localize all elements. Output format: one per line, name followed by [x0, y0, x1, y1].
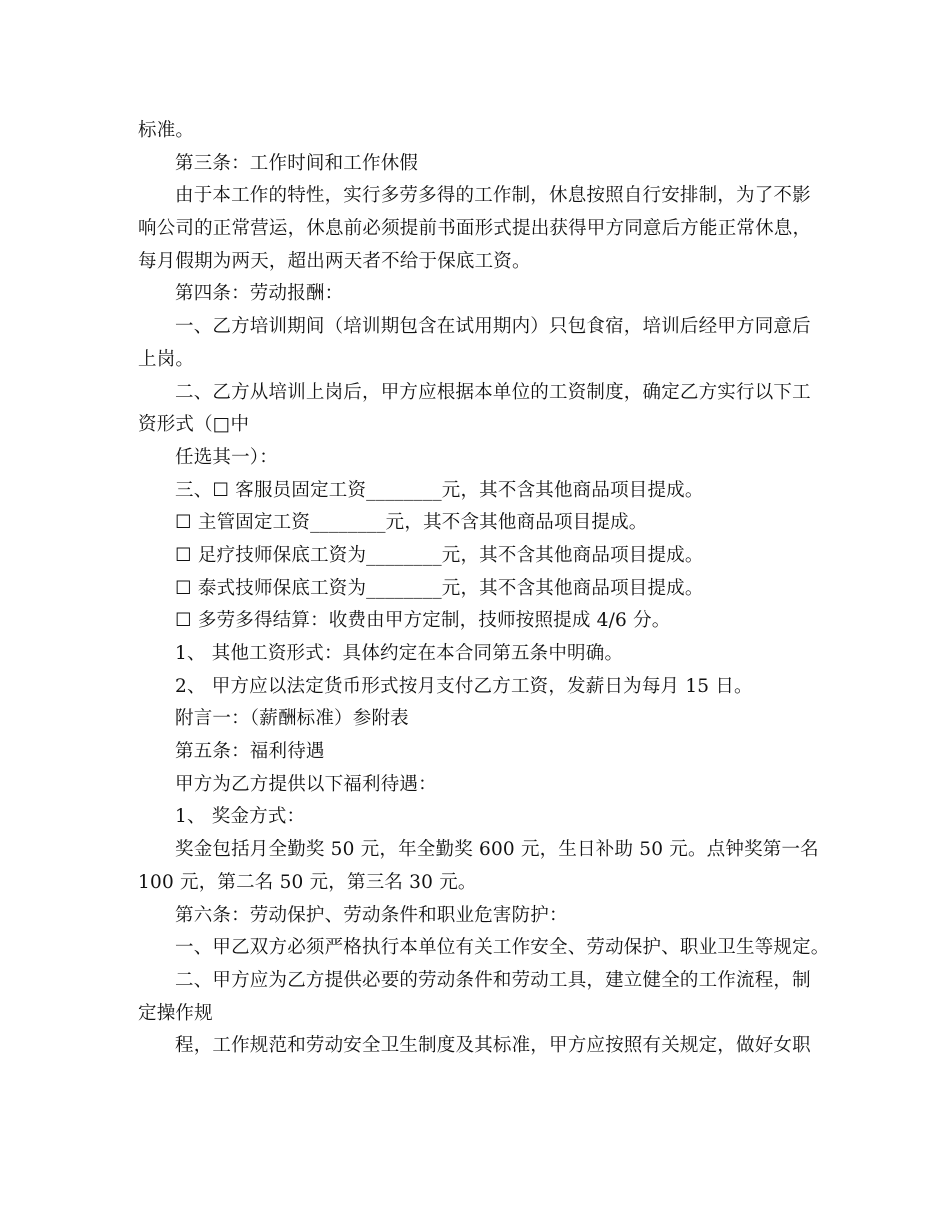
text-line: 奖金包括月全勤奖 50 元，年全勤奖 600 元，生日补助 50 元。点钟奖第一名: [175, 839, 819, 861]
text-line: ☐ 足疗技师保底工资为________元，其不含其他商品项目提成。: [175, 544, 704, 566]
text-line: 一、乙方培训期间（培训期包含在试用期内）只包食宿，培训后经甲方同意后: [175, 316, 811, 338]
text-line: 100 元，第二名 50 元，第三名 30 元。: [138, 871, 477, 893]
text-line: 标准。: [138, 120, 195, 141]
text-line: 由于本工作的特性，实行多劳多得的工作制，休息按照自行安排制，为了不影: [175, 185, 811, 207]
text-line: 附言一：（薪酬标准）参附表: [175, 708, 409, 730]
text-line: 每月假期为两天，超出两天者不给于保底工资。: [138, 250, 531, 272]
text-line: 资形式（□中: [138, 414, 250, 436]
text-line: 一、甲乙双方必须严格执行本单位有关工作安全、劳动保护、职业卫生等规定。: [175, 937, 830, 959]
text-line: 甲方为乙方提供以下福利待遇：: [175, 773, 437, 795]
text-line: 程，工作规范和劳动安全卫生制度及其标准，甲方应按照有关规定，做好女职: [175, 1035, 811, 1057]
text-line: 二、乙方从培训上岗后，甲方应根据本单位的工资制度，确定乙方实行以下工: [175, 381, 811, 403]
text-line: 第六条：劳动保护、劳动条件和职业危害防护：: [175, 904, 568, 926]
document-page: [138, 115, 830, 1063]
text-line: 第三条：工作时间和工作休假: [175, 152, 419, 174]
text-line: 2、 甲方应以法定货币形式按月支付乙方工资，发薪日为每月 15 日。: [175, 675, 753, 697]
text-line: 定操作规: [138, 1002, 213, 1024]
text-line: 响公司的正常营运，休息前必须提前书面形式提出获得甲方同意后方能正常休息，: [138, 218, 812, 240]
text-line: 三、☐ 客服员固定工资________元，其不含其他商品项目提成。: [175, 479, 704, 501]
text-line: 二、甲方应为乙方提供必要的劳动条件和劳动工具，建立健全的工作流程，制: [175, 969, 811, 991]
text-line: 上岗。: [138, 348, 195, 370]
text-line: ☐ 主管固定工资________元，其不含其他商品项目提成。: [175, 512, 648, 534]
text-line: 任选其一）：: [175, 446, 278, 468]
text-line: ☐ 泰式技师保底工资为________元，其不含其他商品项目提成。: [175, 577, 704, 599]
text-line: 1、 奖金方式：: [175, 806, 306, 828]
text-line: 第五条：福利待遇: [175, 741, 325, 763]
text-line: 1、 其他工资形式：具体约定在本合同第五条中明确。: [175, 643, 624, 664]
text-line: 第四条：劳动报酬：: [175, 283, 344, 305]
text-line: ☐ 多劳多得结算：收费由甲方定制，技师按照提成 4/6 分。: [175, 610, 671, 632]
